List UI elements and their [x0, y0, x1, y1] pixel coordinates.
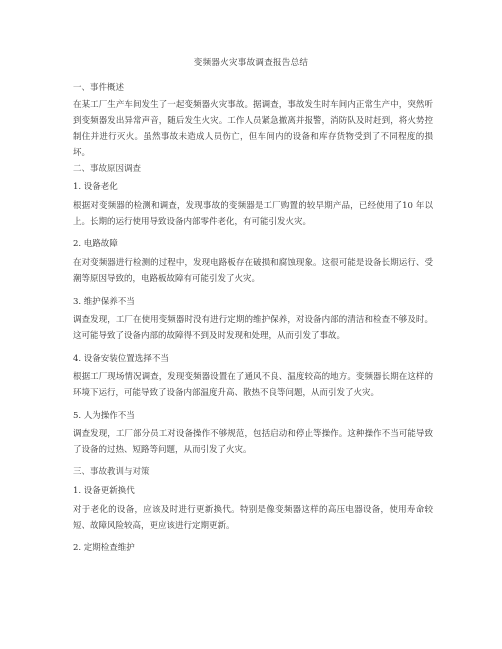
- item-title-installation-location: 4. 设备安装位置选择不当: [73, 354, 169, 364]
- section-heading-overview: 一、事件概述: [73, 83, 125, 93]
- document-title: 变频器火灾事故调查报告总结: [193, 58, 309, 68]
- section-heading-cause-investigation: 二、事故原因调查: [73, 164, 142, 174]
- item-body-maintenance: 调查发现，工厂在使用变频器时没有进行定期的维护保养，对设备内部的清洁和检查不够及时。这可能导致了设备内部的故障得不到及时发现和处理，从而引发了事故。: [73, 315, 433, 341]
- item-body-human-operation: 调查发现，工厂部分员工对设备操作不够规范，包括启动和停止等操作。这种操作不当可能导致了设备的过热、短路等问题，从而引发了火灾。: [73, 429, 433, 455]
- item-title-circuit-fault: 2. 电路故障: [73, 239, 118, 249]
- section-heading-lessons: 三、事故教训与对策: [73, 467, 150, 477]
- item-body-installation-location: 根据工厂现场情况调查，发现变频器设置在了通风不良、温度较高的地方。变频器长期在这样的环境下运行，可能导致了设备内部温度升高、散热不良等问题，从而引发了火灾。: [73, 372, 433, 398]
- item-title-equipment-aging: 1. 设备老化: [73, 182, 118, 192]
- section-body-overview: 在某工厂生产车间发生了一起变频器火灾事故。据调查，事故发生时车间内正常生产中，突然听到变频器发出异常声音，随后发生火灾。工作人员紧急撤离并报警，消防队及时赶到，将火势控制住并进行灭火。虽然事故未造成人员伤亡，但车间内的设备和库存货物受到了不同程度的损坏。: [73, 100, 433, 158]
- item-body-equipment-aging: 根据对变频器的检测和调查，发现事故的变频器是工厂购置的较早期产品，已经使用了10 年以上。长期的运行使用导致设备内部零件老化，有可能引发火灾。: [73, 201, 433, 227]
- item-body-circuit-fault: 在对变频器进行检测的过程中，发现电路板存在破损和腐蚀现象。这很可能是设备长期运行、受潮等原因导致的，电路板故障有可能引发了火灾。: [73, 258, 433, 284]
- item-title-human-operation: 5. 人为操作不当: [73, 411, 135, 421]
- item-body-equipment-update: 对于老化的设备，应该及时进行更新换代。特别是像变频器这样的高压电器设备，使用寿命较短、故障风险较高，更应该进行定期更新。: [73, 505, 433, 531]
- item-title-maintenance: 3. 维护保养不当: [73, 297, 135, 307]
- item-title-equipment-update: 1. 设备更新换代: [73, 486, 135, 496]
- item-title-regular-inspection: 2. 定期检查维护: [73, 543, 135, 553]
